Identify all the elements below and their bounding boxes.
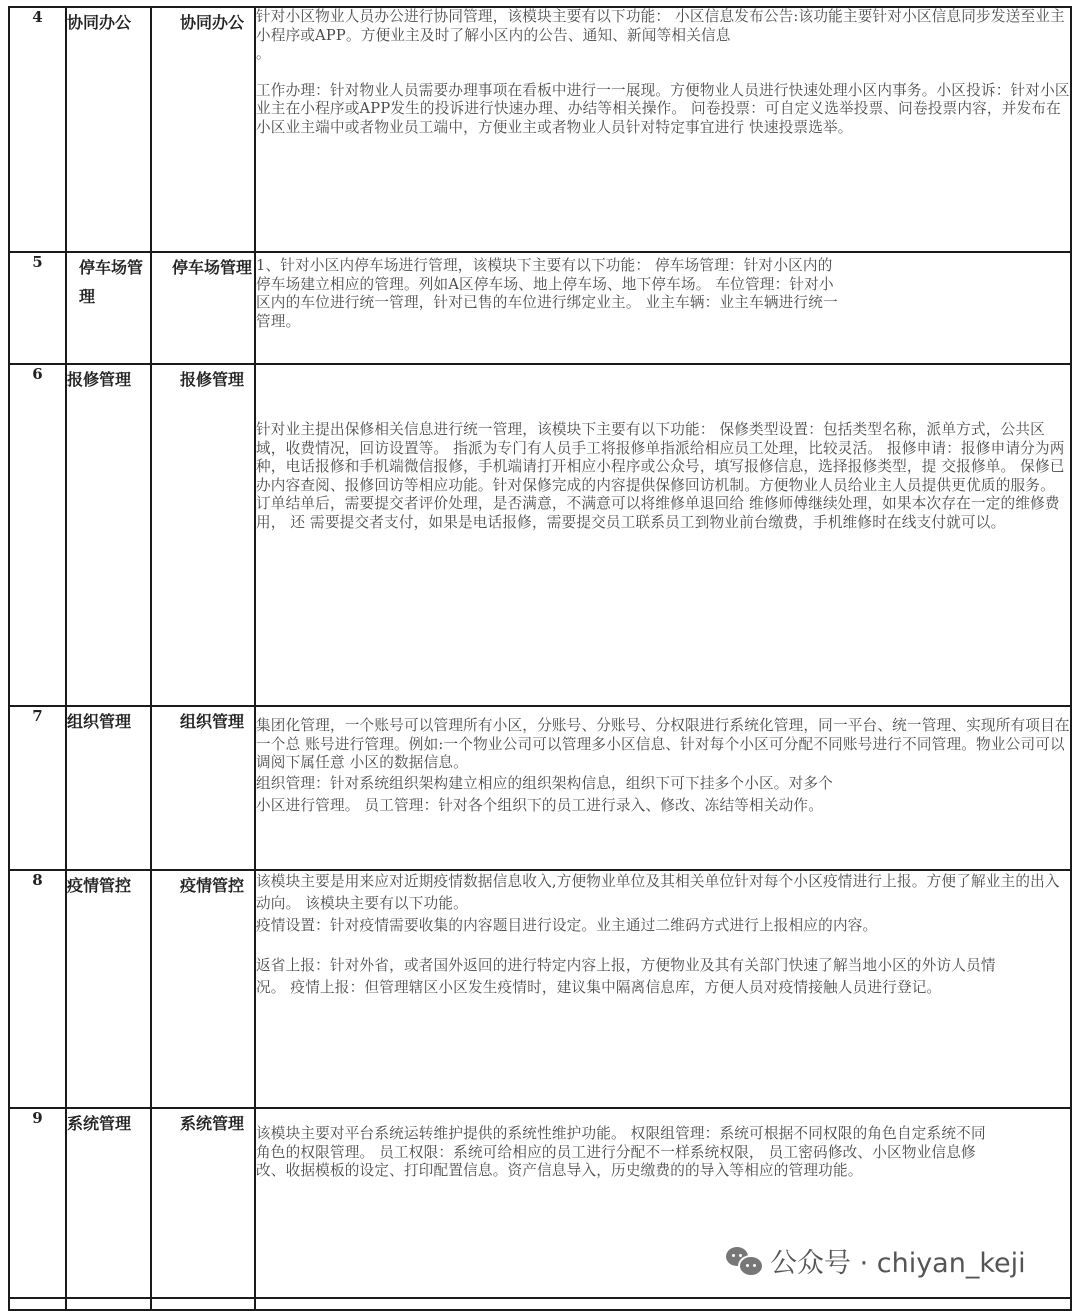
row-number: 5 [9, 252, 66, 364]
submodule-name [151, 1298, 255, 1310]
row-number: 9 [9, 1108, 66, 1298]
table-row [9, 1298, 1071, 1310]
description-paragraph: 1、针对小区内停车场进行管理，该模块下主要有以下功能： 停车场管理：针对小区内的停车场建立相应的管理。列如A区停车场、地上停车场、地下停车场。 车位管理：针对小区内的车位进行统一管理，针对已售的车位进行绑定业主。 业主车辆：业主车辆进行统一管理。 [256, 257, 838, 330]
description-paragraph: 返省上报：针对外省，或者国外返回的进行特定内容上报，方便物业及其有关部门快速了解当地小区的外访人员情况。 疫情上报：但管理辖区小区发生疫情时，建议集中隔离信息库，方便人员对疫情接触人员进行登记。 [256, 957, 996, 996]
submodule-name: 系统管理 [151, 1108, 255, 1298]
row-number: 4 [9, 7, 66, 252]
description-paragraph: 针对小区物业人员办公进行协同管理，该模块主要有以下功能： 小区信息发布公告:该功能主要针对小区信息同步发送至业主小程序或APP。方便业主及时了解小区内的公告、通知、新闻等相关信息 [256, 8, 1065, 44]
module-name: 系统管理 [66, 1108, 151, 1298]
table-row [9, 870, 1071, 1108]
watermark [726, 1238, 1026, 1282]
module-name: 组织管理 [66, 706, 151, 870]
description-paragraph: 针对业主提出保修相关信息进行统一管理，该模块下主要有以下功能： 保修类型设置：包括类型名称，派单方式，公共区域，收费情况，回访设置等。 指派为专门有人员手工将报修单指派给相应员工处理，比较灵活。 报修申请：报修申请分为两种，电话报修和手机端微信报修，手机端请打开相应小程序或公众号，填写报修信息，选择报修类型，提 交报修单。 保修已办内容查阅、报修回访等相应功能。针对保修完成的内容提供保修回访机制。方便物业人员给业主人员提供更优质的服务。 订单结单后，需要提交者评价处理，是否满意，不满意可以将维修单退回给 维修师傅继续处理，如果本次存在一定的维修费用， 还 需要提交者支付，如果是电话报修，需要提交员工联系员工到物业前台缴费，手机维修时在线支付就可以。 [256, 421, 1065, 531]
module-description [255, 706, 1071, 870]
wechat-icon [726, 1245, 762, 1275]
module-description [255, 7, 1071, 252]
description-paragraph: 工作办理：针对物业人员需要办理事项在看板中进行一一展现。方便物业人员进行快速处理小区内事务。小区投诉：针对小区业主在小程序或APP发生的投诉进行快速办理、办结等相关操作。 问卷投票：可自定义选举投票、问卷投票内容，并发布在小区业主端中或者物业员工端中，方便业主或者物业人员针对特定事宜进行 快速投票选举。 [256, 81, 1070, 136]
table-row [9, 364, 1071, 706]
description-paragraph: 疫情设置：针对疫情需要收集的内容题目进行设定。业主通过二维码方式进行上报相应的内容。 [256, 917, 878, 934]
submodule-name: 协同办公 [151, 7, 255, 252]
module-description [255, 364, 1071, 706]
table-row [9, 7, 1071, 252]
module-description [255, 1298, 1071, 1310]
table-row [9, 706, 1071, 870]
description-paragraph: 。 [256, 45, 271, 63]
row-number [9, 1298, 66, 1310]
module-name: 停车场管理 [66, 252, 151, 364]
description-paragraph: 该模块主要对平台系统运转维护提供的系统性维护功能。 权限组管理：系统可根据不同权限的角色自定系统不同角色的权限管理。 员工权限：系统可给相应的员工进行分配不一样系统权限， 员工密码修改、小区物业信息修改、收据模板的设定、打印配置信息。资产信息导入，历史缴费的的导入等相应的管理功能。 [256, 1125, 986, 1180]
module-description [255, 870, 1071, 1108]
module-spec-table [8, 6, 1072, 1311]
submodule-name: 报修管理 [151, 364, 255, 706]
row-number: 8 [9, 870, 66, 1108]
description-paragraph: 该模块主要是用来应对近期疫情数据信息收入,方便物业单位及其相关单位针对每个小区疫情进行上报。方便了解业主的出入动向。 该模块主要有以下功能。 [256, 873, 1060, 912]
module-description [255, 252, 1071, 364]
module-name: 疫情管控 [66, 870, 151, 1108]
module-name [66, 1298, 151, 1310]
row-number: 6 [9, 364, 66, 706]
watermark-text: 公众号 · chiyan_keji [770, 1247, 1026, 1279]
module-name: 协同办公 [66, 7, 151, 252]
submodule-name: 组织管理 [151, 706, 255, 870]
table-row [9, 252, 1071, 364]
description-paragraph: 组织管理：针对系统组织架构建立相应的组织架构信息，组织下可下挂多个小区。对多个小区进行管理。 员工管理：针对各个组织下的员工进行录入、修改、冻结等相关动作。 [256, 774, 833, 814]
submodule-name: 疫情管控 [151, 870, 255, 1108]
submodule-name: 停车场管理 [151, 252, 255, 364]
description-paragraph: 集团化管理，一个账号可以管理所有小区，分账号、分账号、分权限进行系统化管理，同一平台、统一管理、实现所有项目在一个总 账号进行管理。例如:一个物业公司可以管理多小区信息、针对每个小区可分配不同账号进行不同管理。物业公司可以调阅下属任意 小区的数据信息。 [256, 717, 1070, 772]
module-name: 报修管理 [66, 364, 151, 706]
row-number: 7 [9, 706, 66, 870]
